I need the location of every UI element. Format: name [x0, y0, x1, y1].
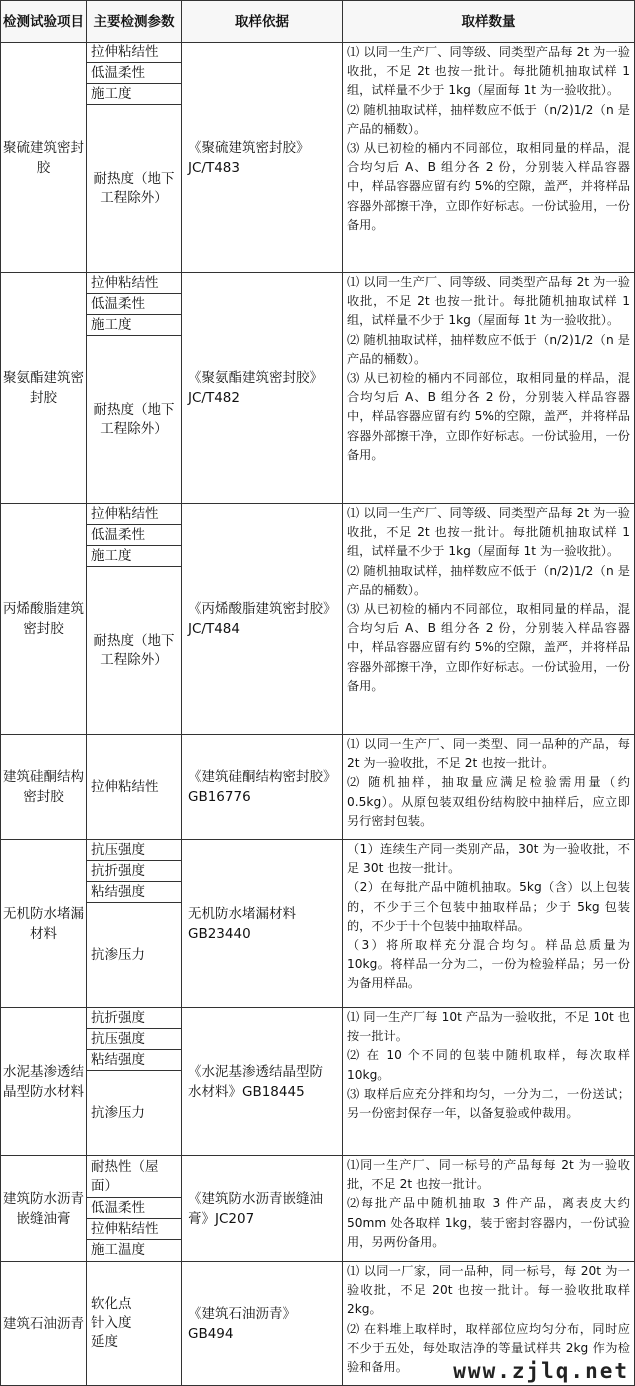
quantity-cell	[343, 735, 635, 840]
header-basis: 取样依据	[182, 1, 343, 43]
param-cell: 抗渗压力	[87, 1071, 182, 1156]
quantity-item: ⑴ 以同一生产厂、同等级、同类型产品每 2t 为一验收批，不足 2t 也按一批计。每批随机抽取试样 1 组，试样量不少于 1kg（屋面每 1t 为一验收批）。	[347, 45, 630, 98]
item-cell: 无机防水堵漏材料	[1, 840, 87, 1008]
param-line: 针入度	[91, 1315, 132, 1331]
quantity-cell	[343, 504, 635, 735]
quantity-item: ⑵ 在料堆上取样时，取样部位应均匀分布，同时应不少于五处，每处取洁净的等量试样共 2kg 作为检验和备用。	[347, 1321, 630, 1375]
quantity-item: （2）在每批产品中随机抽取。5kg（含）以上包装的，不少于三个包装中抽取样品；少于 5kg 包装的，不少于十个包装中抽取样品。	[347, 880, 630, 933]
item-cell: 聚硫建筑密封胶	[1, 43, 87, 273]
param-cell: 粘结强度	[87, 882, 182, 903]
param-line: 软化点	[91, 1296, 132, 1312]
param-cell: 抗压强度	[87, 1029, 182, 1050]
param-cell: 耐热度（地下工程除外）	[87, 567, 182, 735]
table-row	[1, 735, 635, 840]
quantity-item: ⑶ 从已初检的桶内不同部位，取相同量的样品，混合均匀后 A、B 组分各 2 份，分别装入样品容器中，样品容器应留有约 5%的空隙，盖严，并将样品容器外部擦干净，立即作好标志。一份试验用，一份备用。	[347, 141, 630, 232]
table-row	[1, 273, 635, 294]
quantity-item: （3）将所取样充分混合均匀。样品总质量为 10kg。将样品一分为二，一份为检验样品；另一份为备用样品。	[347, 938, 630, 991]
param-cell: 拉伸粘结性	[87, 1219, 182, 1240]
item-cell: 建筑石油沥青	[1, 1262, 87, 1386]
quantity-item: ⑴ 以同一生产厂、同一类型、同一品种的产品，每 2t 为一验收批，不足 2t 也按一批计。	[347, 737, 630, 771]
item-cell: 建筑硅酮结构密封胶	[1, 735, 87, 840]
item-cell: 丙烯酸脂建筑密封胶	[1, 504, 87, 735]
quantity-item: ⑴同一生产厂、同一标号的产品每每 2t 为一验收批，不足 2t 也按一批计。	[347, 1158, 630, 1192]
param-cell: 低温柔性	[87, 63, 182, 84]
header-item: 检测试验项目	[1, 1, 87, 43]
param-cell: 粘结强度	[87, 1050, 182, 1071]
table-row	[1, 504, 635, 525]
param-cell: 抗折强度	[87, 1008, 182, 1029]
param-cell: 拉伸粘结性	[87, 735, 182, 840]
param-cell: 拉伸粘结性	[87, 273, 182, 294]
param-cell: 拉伸粘结性	[87, 43, 182, 63]
header-params: 主要检测参数	[87, 1, 182, 43]
param-cell: 耐热度（地下工程除外）	[87, 105, 182, 273]
item-cell: 建筑防水沥青嵌缝油膏	[1, 1156, 87, 1262]
quantity-item: ⑶ 取样后应充分拌和均匀，一分为二，一份送试；另一份密封保存一年，以备复验或仲裁用。	[347, 1086, 630, 1121]
param-cell: 耐热性（屋面）	[87, 1156, 182, 1198]
quantity-item: ⑴ 同一生产厂每 10t 产品为一验收批，不足 10t 也按一批计。	[347, 1010, 630, 1044]
basis-cell: 《建筑防水沥青嵌缝油膏》JC207	[182, 1156, 343, 1262]
quantity-item: ⑵每批产品中随机抽取 3 件产品，离表皮大约 50mm 处各取样 1kg，装于密封容器内，一份试验用，另两份备用。	[347, 1196, 630, 1249]
basis-cell: 无机防水堵漏材料 GB23440	[182, 840, 343, 1008]
param-cell: 抗渗压力	[87, 903, 182, 1008]
quantity-item: ⑴ 以同一生产厂、同等级、同类型产品每 2t 为一验收批，不足 2t 也按一批计。每批随机抽取试样 1 组，试样量不少于 1kg（屋面每 1t 为一验收批）。	[347, 506, 630, 559]
param-cell: 低温柔性	[87, 525, 182, 546]
quantity-item: ⑵ 随机抽取试样，抽样数应不低于（n/2)1/2（n 是产品的桶数）。	[347, 102, 630, 136]
param-cell: 低温柔性	[87, 1198, 182, 1219]
quantity-item: ⑵ 随机抽样，抽取量应满足检验需用量（约 0.5kg）。从原包装双组份结构胶中抽样后，应立即另行密封包装。	[347, 775, 630, 828]
quantity-item: ⑴ 以同一生产厂、同等级、同类型产品每 2t 为一验收批，不足 2t 也按一批计。每批随机抽取试样 1 组，试样量不少于 1kg（屋面每 1t 为一验收批）。	[347, 275, 630, 328]
quantity-item: （1）连续生产同一类别产品，30t 为一验收批，不足 30t 也按一批计。	[347, 842, 630, 876]
quantity-item: ⑶ 从已初检的桶内不同部位，取相同量的样品，混合均匀后 A、B 组分各 2 份，分别装入样品容器中，样品容器应留有约 5%的空隙，盖严，并将样品容器外部擦干净，立即作好标志。一份试验用，一份备用。	[347, 371, 630, 462]
quantity-cell	[343, 1156, 635, 1262]
header-row	[1, 1, 635, 43]
basis-cell: 《丙烯酸脂建筑密封胶》JC/T484	[182, 504, 343, 735]
header-quantity: 取样数量	[343, 1, 635, 43]
quantity-item: ⑴ 以同一厂家，同一品种，同一标号，每 20t 为一验收批，不足 20t 也按一批计。每一验收批取样 2kg。	[347, 1264, 630, 1317]
quantity-cell	[343, 1008, 635, 1156]
basis-cell: 《建筑石油沥青》GB494	[182, 1262, 343, 1386]
table-row	[1, 1156, 635, 1198]
basis-cell: 《建筑硅酮结构密封胶》GB16776	[182, 735, 343, 840]
basis-cell: 《聚氨酯建筑密封胶》JC/T482	[182, 273, 343, 504]
table-row	[1, 840, 635, 861]
param-cell: 低温柔性	[87, 294, 182, 315]
quantity-item: ⑵ 随机抽取试样，抽样数应不低于（n/2)1/2（n 是产品的桶数）。	[347, 332, 630, 366]
table-row	[1, 43, 635, 63]
param-cell: 施工度	[87, 84, 182, 105]
quantity-item: ⑵ 随机抽取试样，抽样数应不低于（n/2)1/2（n 是产品的桶数）。	[347, 563, 630, 597]
quantity-cell	[343, 840, 635, 1008]
item-cell: 水泥基渗透结晶型防水材料	[1, 1008, 87, 1156]
param-cell: 施工温度	[87, 1240, 182, 1262]
item-cell: 聚氨酯建筑密封胶	[1, 273, 87, 504]
param-cell	[87, 1262, 182, 1386]
param-cell: 拉伸粘结性	[87, 504, 182, 525]
basis-cell: 《聚硫建筑密封胶》JC/T483	[182, 43, 343, 273]
quantity-cell	[343, 273, 635, 504]
quantity-cell	[343, 43, 635, 273]
param-cell: 施工度	[87, 315, 182, 336]
param-line: 延度	[91, 1334, 118, 1350]
site-watermark: www.zjlq.net	[449, 1359, 633, 1383]
quantity-item: ⑵ 在 10 个不同的包装中随机取样，每次取样 10kg。	[347, 1048, 630, 1082]
param-cell: 耐热度（地下工程除外）	[87, 336, 182, 504]
param-cell: 抗折强度	[87, 861, 182, 882]
quantity-item: ⑶ 从已初检的桶内不同部位，取相同量的样品，混合均匀后 A、B 组分各 2 份，分别装入样品容器中，样品容器应留有约 5%的空隙，盖严，并将样品容器外部擦干净，立即作好标志。一份试验用，一份备用。	[347, 602, 630, 693]
param-cell: 抗压强度	[87, 840, 182, 861]
basis-cell: 《水泥基渗透结晶型防水材料》GB18445	[182, 1008, 343, 1156]
param-cell: 施工度	[87, 546, 182, 567]
table-row	[1, 1008, 635, 1029]
